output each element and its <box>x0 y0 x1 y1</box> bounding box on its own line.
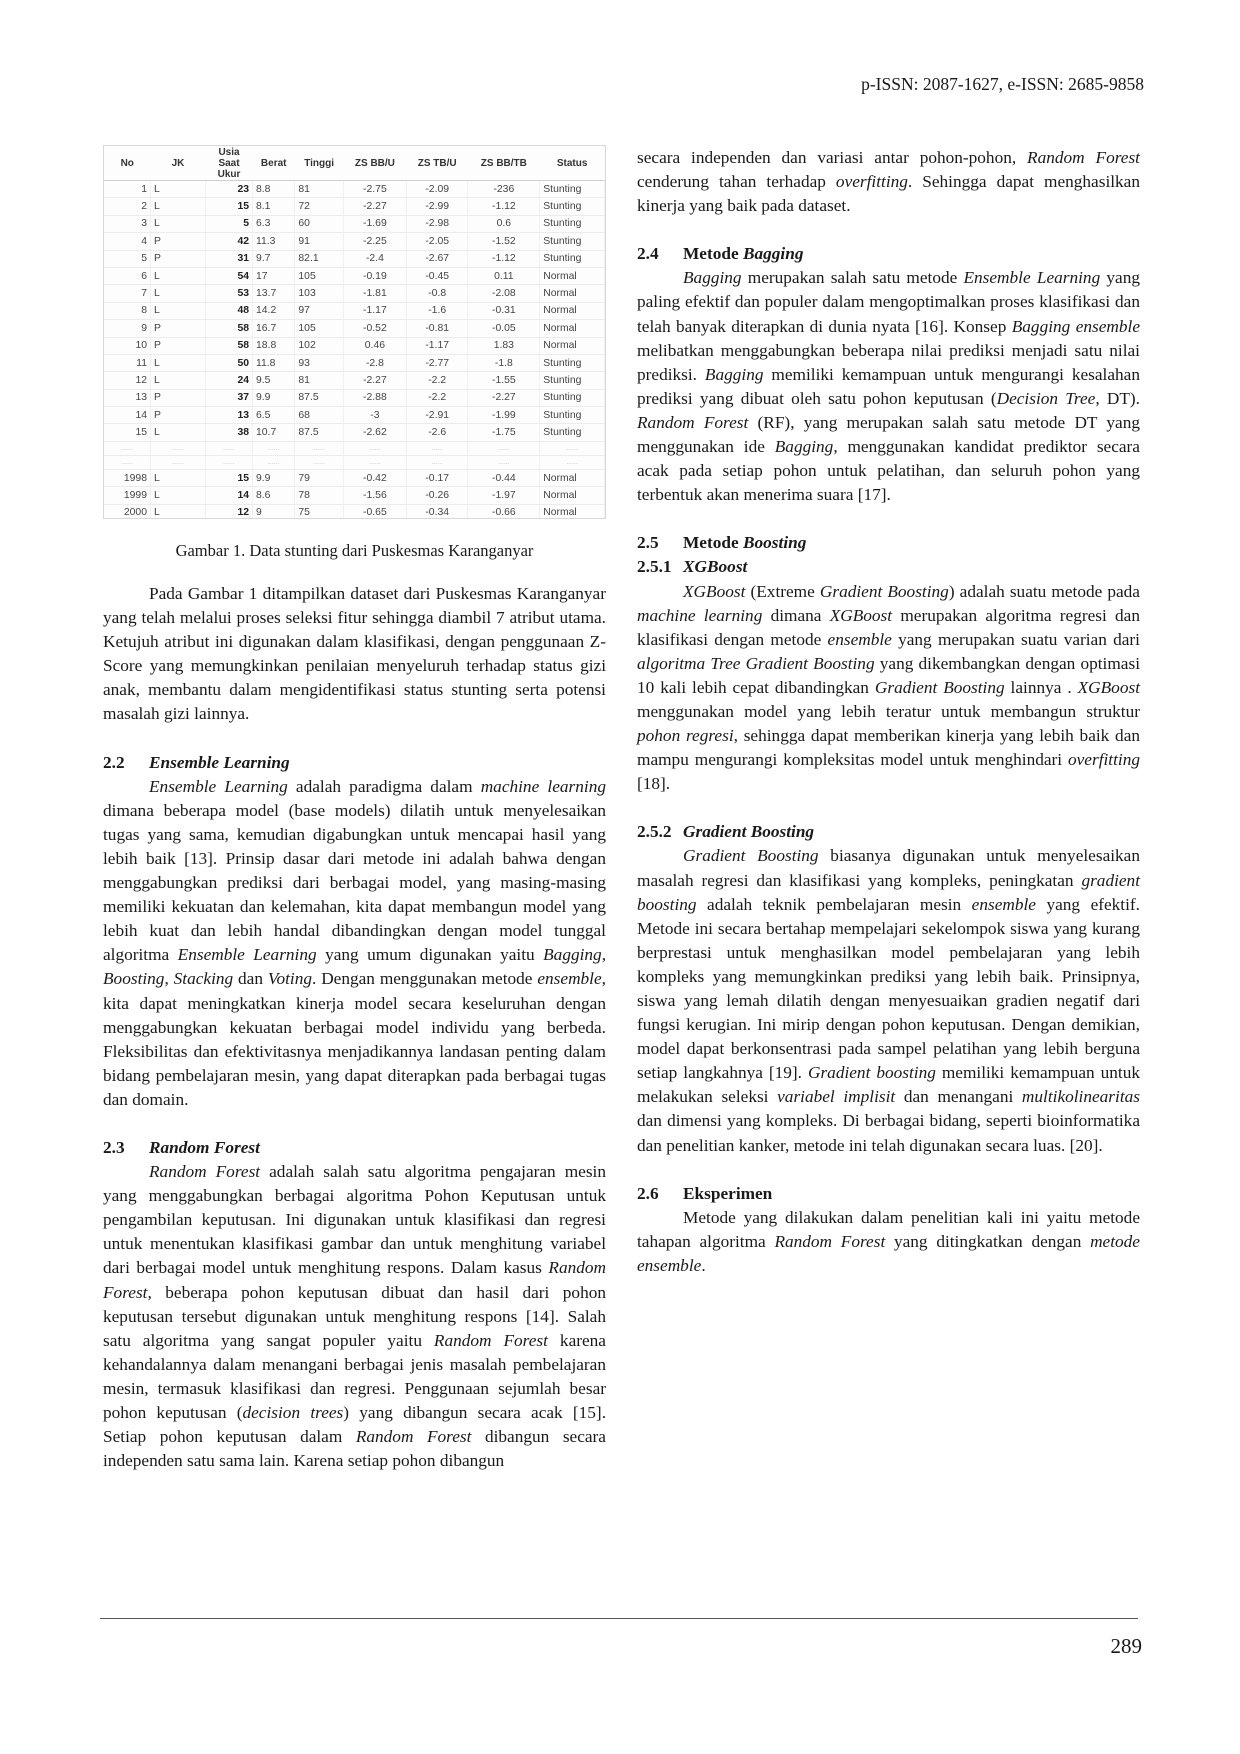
table-cell: -0.34 <box>406 504 467 519</box>
table-cell: -2.67 <box>406 250 467 267</box>
table-cell: L <box>151 487 206 504</box>
table-row <box>104 267 605 284</box>
table-cell: -1.81 <box>343 285 406 302</box>
section-heading-2-4: 2.4 Metode Bagging <box>637 244 804 264</box>
table-body <box>104 181 605 520</box>
table-cell: 16.7 <box>253 320 295 337</box>
table-cell: L <box>151 267 206 284</box>
table-cell: -2.8 <box>343 354 406 371</box>
journal-issn: p-ISSN: 2087-1627, e-ISSN: 2685-9858 <box>861 74 1144 94</box>
table-cell: 81 <box>295 372 343 389</box>
table-cell: -2.77 <box>406 354 467 371</box>
table-cell: P <box>151 233 206 250</box>
table-cell: -0.26 <box>406 487 467 504</box>
table-cell: 72 <box>295 198 343 215</box>
table-cell: -2.6 <box>406 424 467 441</box>
table-cell: -1.97 <box>468 487 540 504</box>
table-header-cell: Usia Saat Ukur <box>206 146 253 181</box>
table-cell: 15 <box>206 469 253 486</box>
table-cell: -1.8 <box>468 354 540 371</box>
table-cell: 75 <box>295 504 343 519</box>
table-cell: 68 <box>295 407 343 424</box>
table-cell: 11.3 <box>253 233 295 250</box>
table-cell: -236 <box>468 181 540 198</box>
table-cell: ...... <box>540 441 605 455</box>
table-row <box>104 337 605 354</box>
table-cell: -0.42 <box>343 469 406 486</box>
paragraph-gradient-boosting: Gradient Boosting biasanya digunakan untuk menyelesaikan masalah regresi dan klasifikasi yang kompleks, peningkatan gradient boosting adalah teknik pembelajaran mesin ensemble yang efektif. Metode ini secara bertahap mempelajari sekelompok siswa yang kurang berprestasi untuk menghasilkan model pembelajaran yang lebih kompleks yang memungkinkan prediksi yang lebih baik. Prinsipnya, siswa yang lemah dilatih dengan menyesuaikan gradien negatif dari fungsi kerugian. Ini mirip dengan pohon keputusan. Dengan demikian, model dapat berkonsentrasi pada sampel pelatihan yang lebih berguna setiap langkahnya [19]. Gradient boosting memiliki kemampuan untuk melakukan seleksi variabel implisit dan menangani multikolinearitas dan dimensi yang kompleks. Di berbagai bidang, seperti bioinformatika dan penelitian kanker, metode ini telah digunakan secara luas. [20]. <box>637 846 1141 1155</box>
table-cell: 13.7 <box>253 285 295 302</box>
table-cell: ...... <box>253 455 295 469</box>
table-row <box>104 250 605 267</box>
table-cell: -2.88 <box>343 389 406 406</box>
table-cell: -2.25 <box>343 233 406 250</box>
table-cell: ...... <box>104 455 151 469</box>
paragraph-continued: secara independen dan variasi antar pohon-pohon, Random Forest cenderung tahan terhadap overfitting. Sehingga dapat menghasilkan kinerja yang baik pada dataset. <box>637 148 1140 216</box>
table-cell: 14.2 <box>253 302 295 319</box>
table-cell: -0.65 <box>343 504 406 519</box>
table-cell: L <box>151 215 206 232</box>
table-cell: L <box>151 504 206 519</box>
table-cell: 54 <box>206 267 253 284</box>
table-cell: -0.52 <box>343 320 406 337</box>
table-cell: 12 <box>104 372 151 389</box>
table-cell: P <box>151 407 206 424</box>
table-header-cell: ZS BB/U <box>343 146 406 181</box>
table-cell: -2.4 <box>343 250 406 267</box>
table-cell: -0.66 <box>468 504 540 519</box>
table-cell: -0.31 <box>468 302 540 319</box>
table-row <box>104 354 605 371</box>
table-cell: 38 <box>206 424 253 441</box>
table-cell: -2.27 <box>343 198 406 215</box>
table-cell: 31 <box>206 250 253 267</box>
table-cell: -1.69 <box>343 215 406 232</box>
table-cell: -2.75 <box>343 181 406 198</box>
table-cell: 82.1 <box>295 250 343 267</box>
table-cell: ...... <box>206 441 253 455</box>
table-cell: 5 <box>104 250 151 267</box>
table-cell: -1.17 <box>406 337 467 354</box>
table-cell: -2.27 <box>468 389 540 406</box>
table-cell: 12 <box>206 504 253 519</box>
table-cell: 53 <box>206 285 253 302</box>
table-cell: -1.75 <box>468 424 540 441</box>
paragraph-intro: Pada Gambar 1 ditampilkan dataset dari Puskesmas Karanganyar yang telah melalui proses seleksi fitur sehingga diambil 7 atribut utama. Ketujuh atribut ini digunakan dalam klasifikasi, dengan penggunaan Z-Score yang memungkinkan penilaian menyeluruh terhadap status gizi anak, membantu dalam mengidentifikasi status stunting serta potensi masalah gizi lainnya. <box>103 584 606 724</box>
table-cell: Normal <box>540 320 605 337</box>
paragraph-xgboost: XGBoost (Extreme Gradient Boosting) adalah suatu metode pada machine learning dimana XGBoost merupakan algoritma regresi dan klasifikasi dengan metode ensemble yang merupakan suatu varian dari algoritma Tree Gradient Boosting yang dikembangkan dengan optimasi 10 kali lebih cepat dibandingkan Gradient Boosting lainnya . XGBoost menggunakan model yang lebih teratur untuk membangun struktur pohon regresi, sehingga dapat memberikan kinerja yang lebih baik dan mampu mengurangi kompleksitas model untuk menghindari overfitting [18]. <box>637 581 1141 794</box>
table-cell: L <box>151 285 206 302</box>
table-cell: -0.45 <box>406 267 467 284</box>
table-header-cell: ZS BB/TB <box>468 146 540 181</box>
table-cell: -2.99 <box>406 198 467 215</box>
figure-stunting-table <box>103 145 606 519</box>
page-number: 289 <box>1110 1634 1142 1658</box>
table-cell: -2.09 <box>406 181 467 198</box>
table-cell: L <box>151 469 206 486</box>
table-row <box>104 285 605 302</box>
table-cell: 87.5 <box>295 389 343 406</box>
table-cell: 11.8 <box>253 354 295 371</box>
table-cell: 3 <box>104 215 151 232</box>
table-cell: ...... <box>406 455 467 469</box>
table-cell: Normal <box>540 267 605 284</box>
data-table <box>104 146 605 519</box>
table-row <box>104 302 605 319</box>
table-cell: 87.5 <box>295 424 343 441</box>
table-row <box>104 424 605 441</box>
table-row <box>104 181 605 198</box>
section-heading-2-5-2: 2.5.2 Gradient Boosting <box>637 822 815 842</box>
table-cell: L <box>151 424 206 441</box>
table-cell: Stunting <box>540 233 605 250</box>
table-cell: -1.55 <box>468 372 540 389</box>
paragraph-bagging: Bagging merupakan salah satu metode Ensemble Learning yang paling efektif dan populer dalam mengoptimalkan proses klasifikasi dan telah banyak diterapkan di dunia nyata [16]. Konsep Bagging ensemble melibatkan menggabungkan beberapa nilai prediksi menjadi satu nilai prediksi. Bagging memiliki kemampuan untuk mengurangi kesalahan prediksi yang dibuat oleh satu pohon keputusan (Decision Tree, DT). Random Forest (RF), yang merupakan salah satu metode DT yang menggunakan ide Bagging, menggunakan kandidat prediktor secara acak pada setiap pohon untuk pelatihan, dan seluruh pohon yang terbentuk akan menerima suara [17]. <box>637 268 1140 505</box>
table-cell: 6.5 <box>253 407 295 424</box>
table-cell: -1.17 <box>343 302 406 319</box>
table-cell: Normal <box>540 469 605 486</box>
table-cell: Normal <box>540 285 605 302</box>
table-row <box>104 372 605 389</box>
table-cell: 15 <box>104 424 151 441</box>
table-cell: 105 <box>295 267 343 284</box>
table-cell: 1 <box>104 181 151 198</box>
table-cell: 0.11 <box>468 267 540 284</box>
table-row <box>104 320 605 337</box>
table-cell: -0.81 <box>406 320 467 337</box>
table-header-row <box>104 146 605 181</box>
table-cell: L <box>151 354 206 371</box>
table-cell: L <box>151 198 206 215</box>
table-header-cell: JK <box>151 146 206 181</box>
table-cell: -2.91 <box>406 407 467 424</box>
section-heading-2-2: 2.2 Ensemble Learning <box>103 752 290 772</box>
table-cell: ...... <box>295 441 343 455</box>
figure-caption: Gambar 1. Data stunting dari Puskesmas Karanganyar <box>175 541 534 560</box>
table-cell: 1998 <box>104 469 151 486</box>
table-row <box>104 441 605 455</box>
table-cell: 9 <box>253 504 295 519</box>
table-cell: 24 <box>206 372 253 389</box>
table-cell: 37 <box>206 389 253 406</box>
table-cell: 79 <box>295 469 343 486</box>
table-cell: 60 <box>295 215 343 232</box>
table-cell: 93 <box>295 354 343 371</box>
table-cell: 10 <box>104 337 151 354</box>
table-cell: -2.98 <box>406 215 467 232</box>
paragraph-random-forest: Random Forest adalah salah satu algoritma pengajaran mesin yang menggabungkan berbagai algoritma Pohon Keputusan untuk pengambilan keputusan. Ini digunakan untuk klasifikasi dan regresi untuk menentukan klasifikasi gambar dan untuk menghitung variabel dari berbagai model untuk menghitung respons. Dalam kasus Random Forest, beberapa pohon keputusan dibuat dan hasil dari pohon keputusan tersebut digunakan untuk menghitung respons [14]. Salah satu algoritma yang sangat populer yaitu Random Forest karena kehandalannya dalam menangani berbagai jenis masalah pembelajaran mesin, termasuk klasifikasi dan regresi. Penggunaan sejumlah besar pohon keputusan (decision trees) yang dibangun secara acak [15]. Setiap pohon keputusan dalam Random Forest dibangun secara independen satu sama lain. Karena setiap pohon dibangun <box>103 1162 607 1471</box>
table-cell: Stunting <box>540 372 605 389</box>
table-cell: L <box>151 302 206 319</box>
table-cell: -0.8 <box>406 285 467 302</box>
table-cell: Stunting <box>540 424 605 441</box>
table-cell: 0.46 <box>343 337 406 354</box>
table-cell: 4 <box>104 233 151 250</box>
table-cell: 58 <box>206 320 253 337</box>
table-cell: ...... <box>406 441 467 455</box>
table-cell: Stunting <box>540 389 605 406</box>
table-cell: P <box>151 320 206 337</box>
table-cell: -0.19 <box>343 267 406 284</box>
table-cell: 8.1 <box>253 198 295 215</box>
table-cell: L <box>151 181 206 198</box>
table-header-cell: Berat <box>253 146 295 181</box>
table-cell: -1.12 <box>468 198 540 215</box>
table-cell: -2.2 <box>406 389 467 406</box>
table-cell: Stunting <box>540 250 605 267</box>
table-cell: 9.7 <box>253 250 295 267</box>
table-cell: -2.2 <box>406 372 467 389</box>
table-cell: 8.8 <box>253 181 295 198</box>
table-header-cell: Status <box>540 146 605 181</box>
table-cell: 14 <box>206 487 253 504</box>
table-cell: Normal <box>540 487 605 504</box>
table-cell: 50 <box>206 354 253 371</box>
table-cell: 11 <box>104 354 151 371</box>
table-cell: L <box>151 372 206 389</box>
table-cell: ...... <box>468 455 540 469</box>
table-cell: 81 <box>295 181 343 198</box>
table-cell: 102 <box>295 337 343 354</box>
table-cell: 9.9 <box>253 469 295 486</box>
table-cell: 103 <box>295 285 343 302</box>
table-cell: ...... <box>468 441 540 455</box>
table-cell: Stunting <box>540 407 605 424</box>
table-cell: ...... <box>151 455 206 469</box>
table-cell: ...... <box>104 441 151 455</box>
table-cell: -0.44 <box>468 469 540 486</box>
table-cell: 105 <box>295 320 343 337</box>
table-cell: 78 <box>295 487 343 504</box>
table-cell: Stunting <box>540 215 605 232</box>
table-cell: 5 <box>206 215 253 232</box>
table-cell: 48 <box>206 302 253 319</box>
table-cell: 13 <box>206 407 253 424</box>
table-cell: 14 <box>104 407 151 424</box>
table-cell: ...... <box>253 441 295 455</box>
table-cell: Normal <box>540 504 605 519</box>
table-row <box>104 487 605 504</box>
table-cell: 42 <box>206 233 253 250</box>
table-cell: Stunting <box>540 354 605 371</box>
table-cell: -2.27 <box>343 372 406 389</box>
table-cell: -1.99 <box>468 407 540 424</box>
table-cell: Normal <box>540 337 605 354</box>
table-cell: ...... <box>295 455 343 469</box>
table-cell: 8 <box>104 302 151 319</box>
table-cell: ...... <box>343 455 406 469</box>
table-row <box>104 389 605 406</box>
table-cell: -1.52 <box>468 233 540 250</box>
table-cell: ...... <box>540 455 605 469</box>
table-cell: -0.17 <box>406 469 467 486</box>
table-header-cell: Tinggi <box>295 146 343 181</box>
table-cell: 9.9 <box>253 389 295 406</box>
table-cell: 18.8 <box>253 337 295 354</box>
left-column <box>103 582 606 1473</box>
table-cell: -1.12 <box>468 250 540 267</box>
table-header-cell: No <box>104 146 151 181</box>
table-cell: 15 <box>206 198 253 215</box>
paragraph-ensemble-learning: Ensemble Learning adalah paradigma dalam machine learning dimana beberapa model (base models) dilatih untuk menyelesaikan tugas yang sama, kemudian digabungkan untuk mencapai hasil yang lebih baik [13]. Prinsip dasar dari metode ini adalah bahwa dengan menggabungkan prediksi dari berbagai model, yang masing-masing memiliki kekuatan dan kelemahan, kita dapat membangun model yang lebih kuat dan lebih handal dibandingkan dengan model tunggal algoritma Ensemble Learning yang umum digunakan yaitu Bagging, Boosting, Stacking dan Voting. Dengan menggunakan metode ensemble, kita dapat meningkatkan kinerja model secara keseluruhan dengan menggabungkan kekuatan berbagai model individu yang berbeda. Fleksibilitas dan efektivitasnya menjadikannya landasan penting dalam bidang pembelajaran mesin, yang dapat diterapkan pada berbagai tugas dan domain. <box>103 776 607 1109</box>
table-cell: Normal <box>540 302 605 319</box>
table-cell: 7 <box>104 285 151 302</box>
table-cell: 6 <box>104 267 151 284</box>
right-column <box>637 146 1140 1278</box>
table-cell: -1.6 <box>406 302 467 319</box>
table-cell: 10.7 <box>253 424 295 441</box>
table-cell: 1999 <box>104 487 151 504</box>
paragraph-eksperimen: Metode yang dilakukan dalam penelitian kali ini yaitu metode tahapan algoritma Random Forest yang ditingkatkan dengan metode ensemble. <box>637 1207 1140 1275</box>
section-heading-2-5-1: 2.5.1 XGBoost <box>637 557 748 577</box>
table-cell: 2000 <box>104 504 151 519</box>
table-cell: 9.5 <box>253 372 295 389</box>
table-cell: -2.62 <box>343 424 406 441</box>
table-cell: 2 <box>104 198 151 215</box>
table-cell: 13 <box>104 389 151 406</box>
table-cell: ...... <box>206 455 253 469</box>
table-cell: P <box>151 389 206 406</box>
table-cell: 97 <box>295 302 343 319</box>
table-cell: 8.6 <box>253 487 295 504</box>
table-cell: ...... <box>151 441 206 455</box>
table-cell: Stunting <box>540 198 605 215</box>
table-cell: 9 <box>104 320 151 337</box>
table-cell: 6.3 <box>253 215 295 232</box>
table-cell: 0.6 <box>468 215 540 232</box>
table-cell: 1.83 <box>468 337 540 354</box>
table-cell: 58 <box>206 337 253 354</box>
table-cell: P <box>151 250 206 267</box>
table-row <box>104 455 605 469</box>
section-heading-2-6: 2.6 Eksperimen <box>637 1183 773 1203</box>
table-row <box>104 198 605 215</box>
table-row <box>104 469 605 486</box>
table-row <box>104 215 605 232</box>
table-cell: 91 <box>295 233 343 250</box>
table-cell: ...... <box>343 441 406 455</box>
table-header-cell: ZS TB/U <box>406 146 467 181</box>
table-row <box>104 504 605 519</box>
table-cell: -2.05 <box>406 233 467 250</box>
table-cell: P <box>151 337 206 354</box>
table-cell: -1.56 <box>343 487 406 504</box>
table-cell: 17 <box>253 267 295 284</box>
footer-rule <box>100 1618 1138 1619</box>
table-cell: -2.08 <box>468 285 540 302</box>
table-row <box>104 233 605 250</box>
table-cell: -3 <box>343 407 406 424</box>
section-heading-2-5: 2.5 Metode Boosting <box>637 533 807 553</box>
table-cell: 23 <box>206 181 253 198</box>
table-row <box>104 407 605 424</box>
table-cell: -0.05 <box>468 320 540 337</box>
table-cell: Stunting <box>540 181 605 198</box>
section-heading-2-3: 2.3 Random Forest <box>103 1137 260 1157</box>
